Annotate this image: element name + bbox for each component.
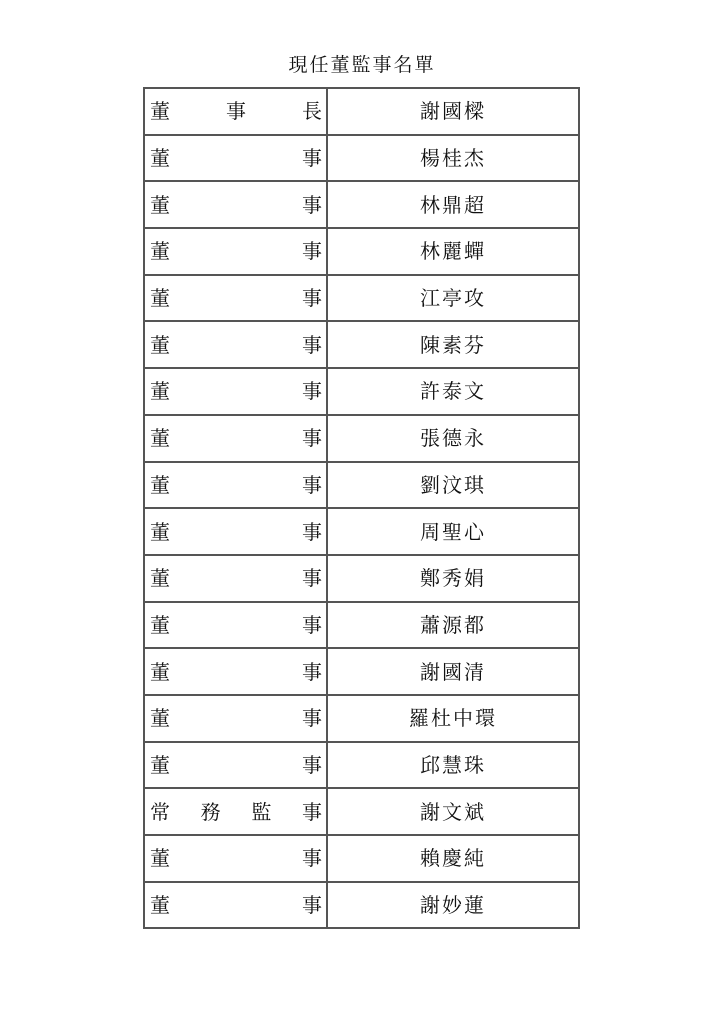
position-title: 董 事 bbox=[150, 472, 322, 497]
table-row bbox=[144, 321, 579, 368]
member-name: 林麗蟬 bbox=[327, 228, 579, 275]
member-name: 邱慧珠 bbox=[327, 742, 579, 789]
position-cell bbox=[144, 275, 327, 322]
member-name: 劉汶琪 bbox=[327, 462, 579, 509]
position-title: 董 事 bbox=[150, 752, 322, 777]
position-cell bbox=[144, 181, 327, 228]
table-row bbox=[144, 882, 579, 929]
member-name: 楊桂杰 bbox=[327, 135, 579, 182]
position-title: 常 務 監 事 bbox=[150, 799, 322, 824]
table-row bbox=[144, 135, 579, 182]
position-cell bbox=[144, 368, 327, 415]
table-row bbox=[144, 181, 579, 228]
table-row bbox=[144, 555, 579, 602]
table-row bbox=[144, 275, 579, 322]
position-cell bbox=[144, 882, 327, 929]
position-cell bbox=[144, 228, 327, 275]
position-cell bbox=[144, 648, 327, 695]
table-row bbox=[144, 462, 579, 509]
position-cell bbox=[144, 508, 327, 555]
table-row bbox=[144, 695, 579, 742]
position-cell bbox=[144, 602, 327, 649]
member-name: 陳素芬 bbox=[327, 321, 579, 368]
position-title: 董 事 bbox=[150, 286, 322, 311]
position-cell bbox=[144, 135, 327, 182]
member-name: 張德永 bbox=[327, 415, 579, 462]
board-roster-table bbox=[143, 87, 580, 929]
table-row bbox=[144, 228, 579, 275]
position-cell bbox=[144, 788, 327, 835]
table-row bbox=[144, 508, 579, 555]
position-title: 董 事 bbox=[150, 612, 322, 637]
position-title: 董 事 bbox=[150, 893, 322, 918]
position-title: 董 事 bbox=[150, 332, 322, 357]
table-row bbox=[144, 415, 579, 462]
position-title: 董 事 bbox=[150, 846, 322, 871]
member-name: 鄭秀娟 bbox=[327, 555, 579, 602]
table-row bbox=[144, 648, 579, 695]
position-title: 董 事 bbox=[150, 426, 322, 451]
member-name: 蕭源都 bbox=[327, 602, 579, 649]
member-name: 謝國樑 bbox=[327, 88, 579, 135]
position-title: 董 事 bbox=[150, 519, 322, 544]
table-row bbox=[144, 742, 579, 789]
position-cell bbox=[144, 555, 327, 602]
member-name: 江亭攻 bbox=[327, 275, 579, 322]
position-cell bbox=[144, 321, 327, 368]
table-row bbox=[144, 602, 579, 649]
member-name: 羅杜中環 bbox=[327, 695, 579, 742]
member-name: 周聖心 bbox=[327, 508, 579, 555]
member-name: 謝國清 bbox=[327, 648, 579, 695]
position-cell bbox=[144, 695, 327, 742]
position-cell bbox=[144, 835, 327, 882]
position-title: 董 事 bbox=[150, 706, 322, 731]
table-row bbox=[144, 368, 579, 415]
position-title: 董 事 bbox=[150, 239, 322, 264]
roster-body bbox=[144, 88, 579, 928]
page-title: 現任董監事名單 bbox=[288, 54, 436, 76]
member-name: 許泰文 bbox=[327, 368, 579, 415]
position-cell bbox=[144, 462, 327, 509]
position-cell bbox=[144, 88, 327, 135]
position-title: 董 事 bbox=[150, 146, 322, 171]
table-row bbox=[144, 835, 579, 882]
position-title: 董 事 bbox=[150, 192, 322, 217]
member-name: 賴慶純 bbox=[327, 835, 579, 882]
position-title: 董 事 bbox=[150, 566, 322, 591]
position-title: 董 事 bbox=[150, 379, 322, 404]
position-cell bbox=[144, 742, 327, 789]
position-title: 董 事 長 bbox=[150, 99, 322, 124]
position-cell bbox=[144, 415, 327, 462]
member-name: 謝妙蓮 bbox=[327, 882, 579, 929]
member-name: 林鼎超 bbox=[327, 181, 579, 228]
position-title: 董 事 bbox=[150, 659, 322, 684]
table-row bbox=[144, 88, 579, 135]
member-name: 謝文斌 bbox=[327, 788, 579, 835]
table-row bbox=[144, 788, 579, 835]
